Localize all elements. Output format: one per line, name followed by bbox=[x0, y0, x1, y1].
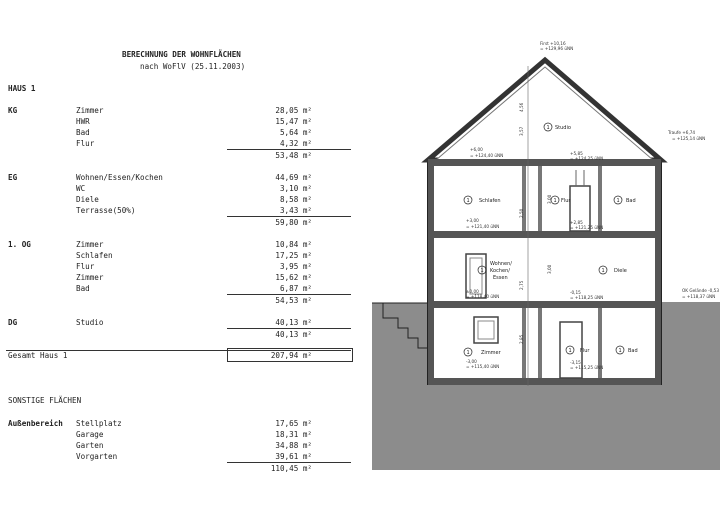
level-label: = +118,25 üNN bbox=[570, 295, 604, 300]
section-label: Außenbereich bbox=[8, 419, 63, 428]
section-label: 1. OG bbox=[8, 240, 31, 249]
room-name: Terrasse(50%) bbox=[76, 206, 136, 215]
area-value: 18,31 m² bbox=[275, 430, 312, 439]
room-number: 1 bbox=[480, 268, 484, 274]
room-area: 5,64 m² bbox=[279, 128, 312, 137]
room-number: 1 bbox=[618, 348, 622, 354]
dimension-value: 3,00 bbox=[547, 264, 552, 274]
area-name: Garage bbox=[76, 430, 104, 439]
slab-og bbox=[428, 231, 661, 238]
level-label: = +115,25 üNN bbox=[570, 365, 604, 370]
room-area: 3,95 m² bbox=[279, 262, 312, 271]
level-label: +3,00 bbox=[466, 218, 479, 223]
dimension-value: 2,50 bbox=[519, 208, 524, 218]
room-area: 15,47 m² bbox=[275, 117, 312, 126]
room-label-zimmer: Zimmer bbox=[481, 350, 501, 356]
room-label-studio: Studio bbox=[555, 125, 571, 131]
area-name: Garten bbox=[76, 441, 104, 450]
room-name: Bad bbox=[76, 128, 90, 137]
dimension-value: 3,57 bbox=[519, 126, 524, 136]
level-first: First +10,16 bbox=[540, 41, 566, 46]
level-label: = +121,25 üNN bbox=[570, 225, 604, 230]
level-label: +5,85 bbox=[570, 151, 583, 156]
room-label-bad: Bad bbox=[628, 348, 638, 354]
room-number: 1 bbox=[546, 125, 550, 131]
level-gelaende-nn: = +118,37 üNN bbox=[682, 294, 716, 299]
slab-eg bbox=[428, 301, 661, 308]
level-gelaende: OK Gelände -0,53 bbox=[682, 288, 719, 293]
area-value: 17,65 m² bbox=[275, 419, 312, 428]
room-area: 4,32 m² bbox=[279, 139, 312, 148]
room-label-wohnen: Essen bbox=[493, 275, 508, 281]
room-area: 6,87 m² bbox=[279, 284, 312, 293]
area-value: 39,61 m² bbox=[275, 452, 312, 461]
slab-dg bbox=[428, 159, 661, 166]
level-label: -0,15 bbox=[570, 290, 581, 295]
room-number: 1 bbox=[466, 350, 470, 356]
room-number: 1 bbox=[553, 198, 557, 204]
room-name: Diele bbox=[76, 195, 99, 204]
level-traufe: Traufe +6,74 bbox=[668, 130, 696, 135]
level-label: = +121,40 üNN bbox=[466, 224, 500, 229]
wall-kg-2 bbox=[538, 308, 542, 378]
room-name: Wohnen/Essen/Kochen bbox=[76, 173, 163, 182]
wall-right bbox=[655, 160, 661, 385]
room-name: Schlafen bbox=[76, 251, 113, 260]
room-area: 44,69 m² bbox=[275, 173, 312, 182]
section-sum: 53,48 m² bbox=[275, 151, 312, 160]
room-name: Flur bbox=[76, 139, 95, 148]
level-label: ±0,00 bbox=[466, 289, 479, 294]
wall-og-3 bbox=[598, 166, 602, 231]
room-area: 40,13 m² bbox=[275, 318, 312, 327]
room-area: 17,25 m² bbox=[275, 251, 312, 260]
room-name: HWR bbox=[76, 117, 90, 126]
room-label-flur: Flur bbox=[580, 348, 590, 354]
level-traufe-nn: = +125,14 üNN bbox=[672, 136, 706, 141]
dimension-value: 2,85 bbox=[519, 334, 524, 344]
room-name: Studio bbox=[76, 318, 104, 327]
room-label-bad: Bad bbox=[626, 198, 636, 204]
level-label: = +124,40 üNN bbox=[470, 153, 504, 158]
room-area: 3,10 m² bbox=[279, 184, 312, 193]
section-sum: 59,80 m² bbox=[275, 218, 312, 227]
section-sum: 110,45 m² bbox=[270, 464, 312, 473]
section-sum: 54,53 m² bbox=[275, 296, 312, 305]
wall-og-1 bbox=[522, 166, 526, 231]
room-area: 8,58 m² bbox=[279, 195, 312, 204]
room-name: Zimmer bbox=[76, 240, 104, 249]
room-label-wohnen: Wohnen/ bbox=[490, 261, 512, 267]
room-label-flur: Flur bbox=[561, 198, 571, 204]
section-label: DG bbox=[8, 318, 18, 327]
level-first-nn: = +129,96 üNN bbox=[540, 46, 574, 51]
house-label: HAUS 1 bbox=[8, 84, 36, 93]
section-sum: 40,13 m² bbox=[275, 330, 312, 339]
room-number: 1 bbox=[568, 348, 572, 354]
roof-inner bbox=[436, 67, 653, 160]
section-label: KG bbox=[8, 106, 18, 115]
room-label-wohnen: Kochen/ bbox=[490, 268, 510, 274]
total-label: Gesamt Haus 1 bbox=[8, 351, 68, 360]
section-label: EG bbox=[8, 173, 18, 182]
other-heading: SONSTIGE FLÄCHEN bbox=[8, 396, 82, 405]
room-label-schlafen: Schlafen bbox=[479, 198, 501, 204]
level-label: +6,00 bbox=[470, 147, 483, 152]
room-name: Zimmer bbox=[76, 106, 104, 115]
room-name: WC bbox=[76, 184, 86, 193]
level-label: = +118,40 üNN bbox=[466, 294, 500, 299]
slab-kg bbox=[428, 378, 661, 385]
room-area: 15,62 m² bbox=[275, 273, 312, 282]
room-name: Zimmer bbox=[76, 273, 104, 282]
level-label: -3,15 bbox=[570, 360, 581, 365]
level-label: = +115,40 üNN bbox=[466, 364, 500, 369]
level-label: = +124,25 üNN bbox=[570, 156, 604, 161]
room-area: 3,43 m² bbox=[279, 206, 312, 215]
room-area: 28,05 m² bbox=[275, 106, 312, 115]
dimension-value: 2,75 bbox=[519, 280, 524, 290]
room-number: 1 bbox=[466, 198, 470, 204]
room-number: 1 bbox=[601, 268, 605, 274]
dimension-value: 3,00 bbox=[547, 194, 552, 204]
room-name: Bad bbox=[76, 284, 90, 293]
level-label: -3,00 bbox=[466, 359, 477, 364]
doc-subtitle: nach WoFlV (25.11.2003) bbox=[140, 62, 246, 71]
room-name: Flur bbox=[76, 262, 95, 271]
room-label-diele: Diele bbox=[614, 268, 627, 274]
total-value: 207,94 m² bbox=[270, 351, 312, 360]
room-area: 10,84 m² bbox=[275, 240, 312, 249]
dimension-value: 4,56 bbox=[519, 102, 524, 112]
wall-left bbox=[428, 160, 434, 385]
area-name: Vorgarten bbox=[76, 452, 118, 461]
area-value: 34,88 m² bbox=[275, 441, 312, 450]
wall-og-2 bbox=[538, 166, 542, 231]
area-name: Stellplatz bbox=[76, 419, 122, 428]
room-number: 1 bbox=[616, 198, 620, 204]
doc-title: BERECHNUNG DER WOHNFLÄCHEN bbox=[122, 50, 241, 59]
level-label: +2,85 bbox=[570, 220, 583, 225]
